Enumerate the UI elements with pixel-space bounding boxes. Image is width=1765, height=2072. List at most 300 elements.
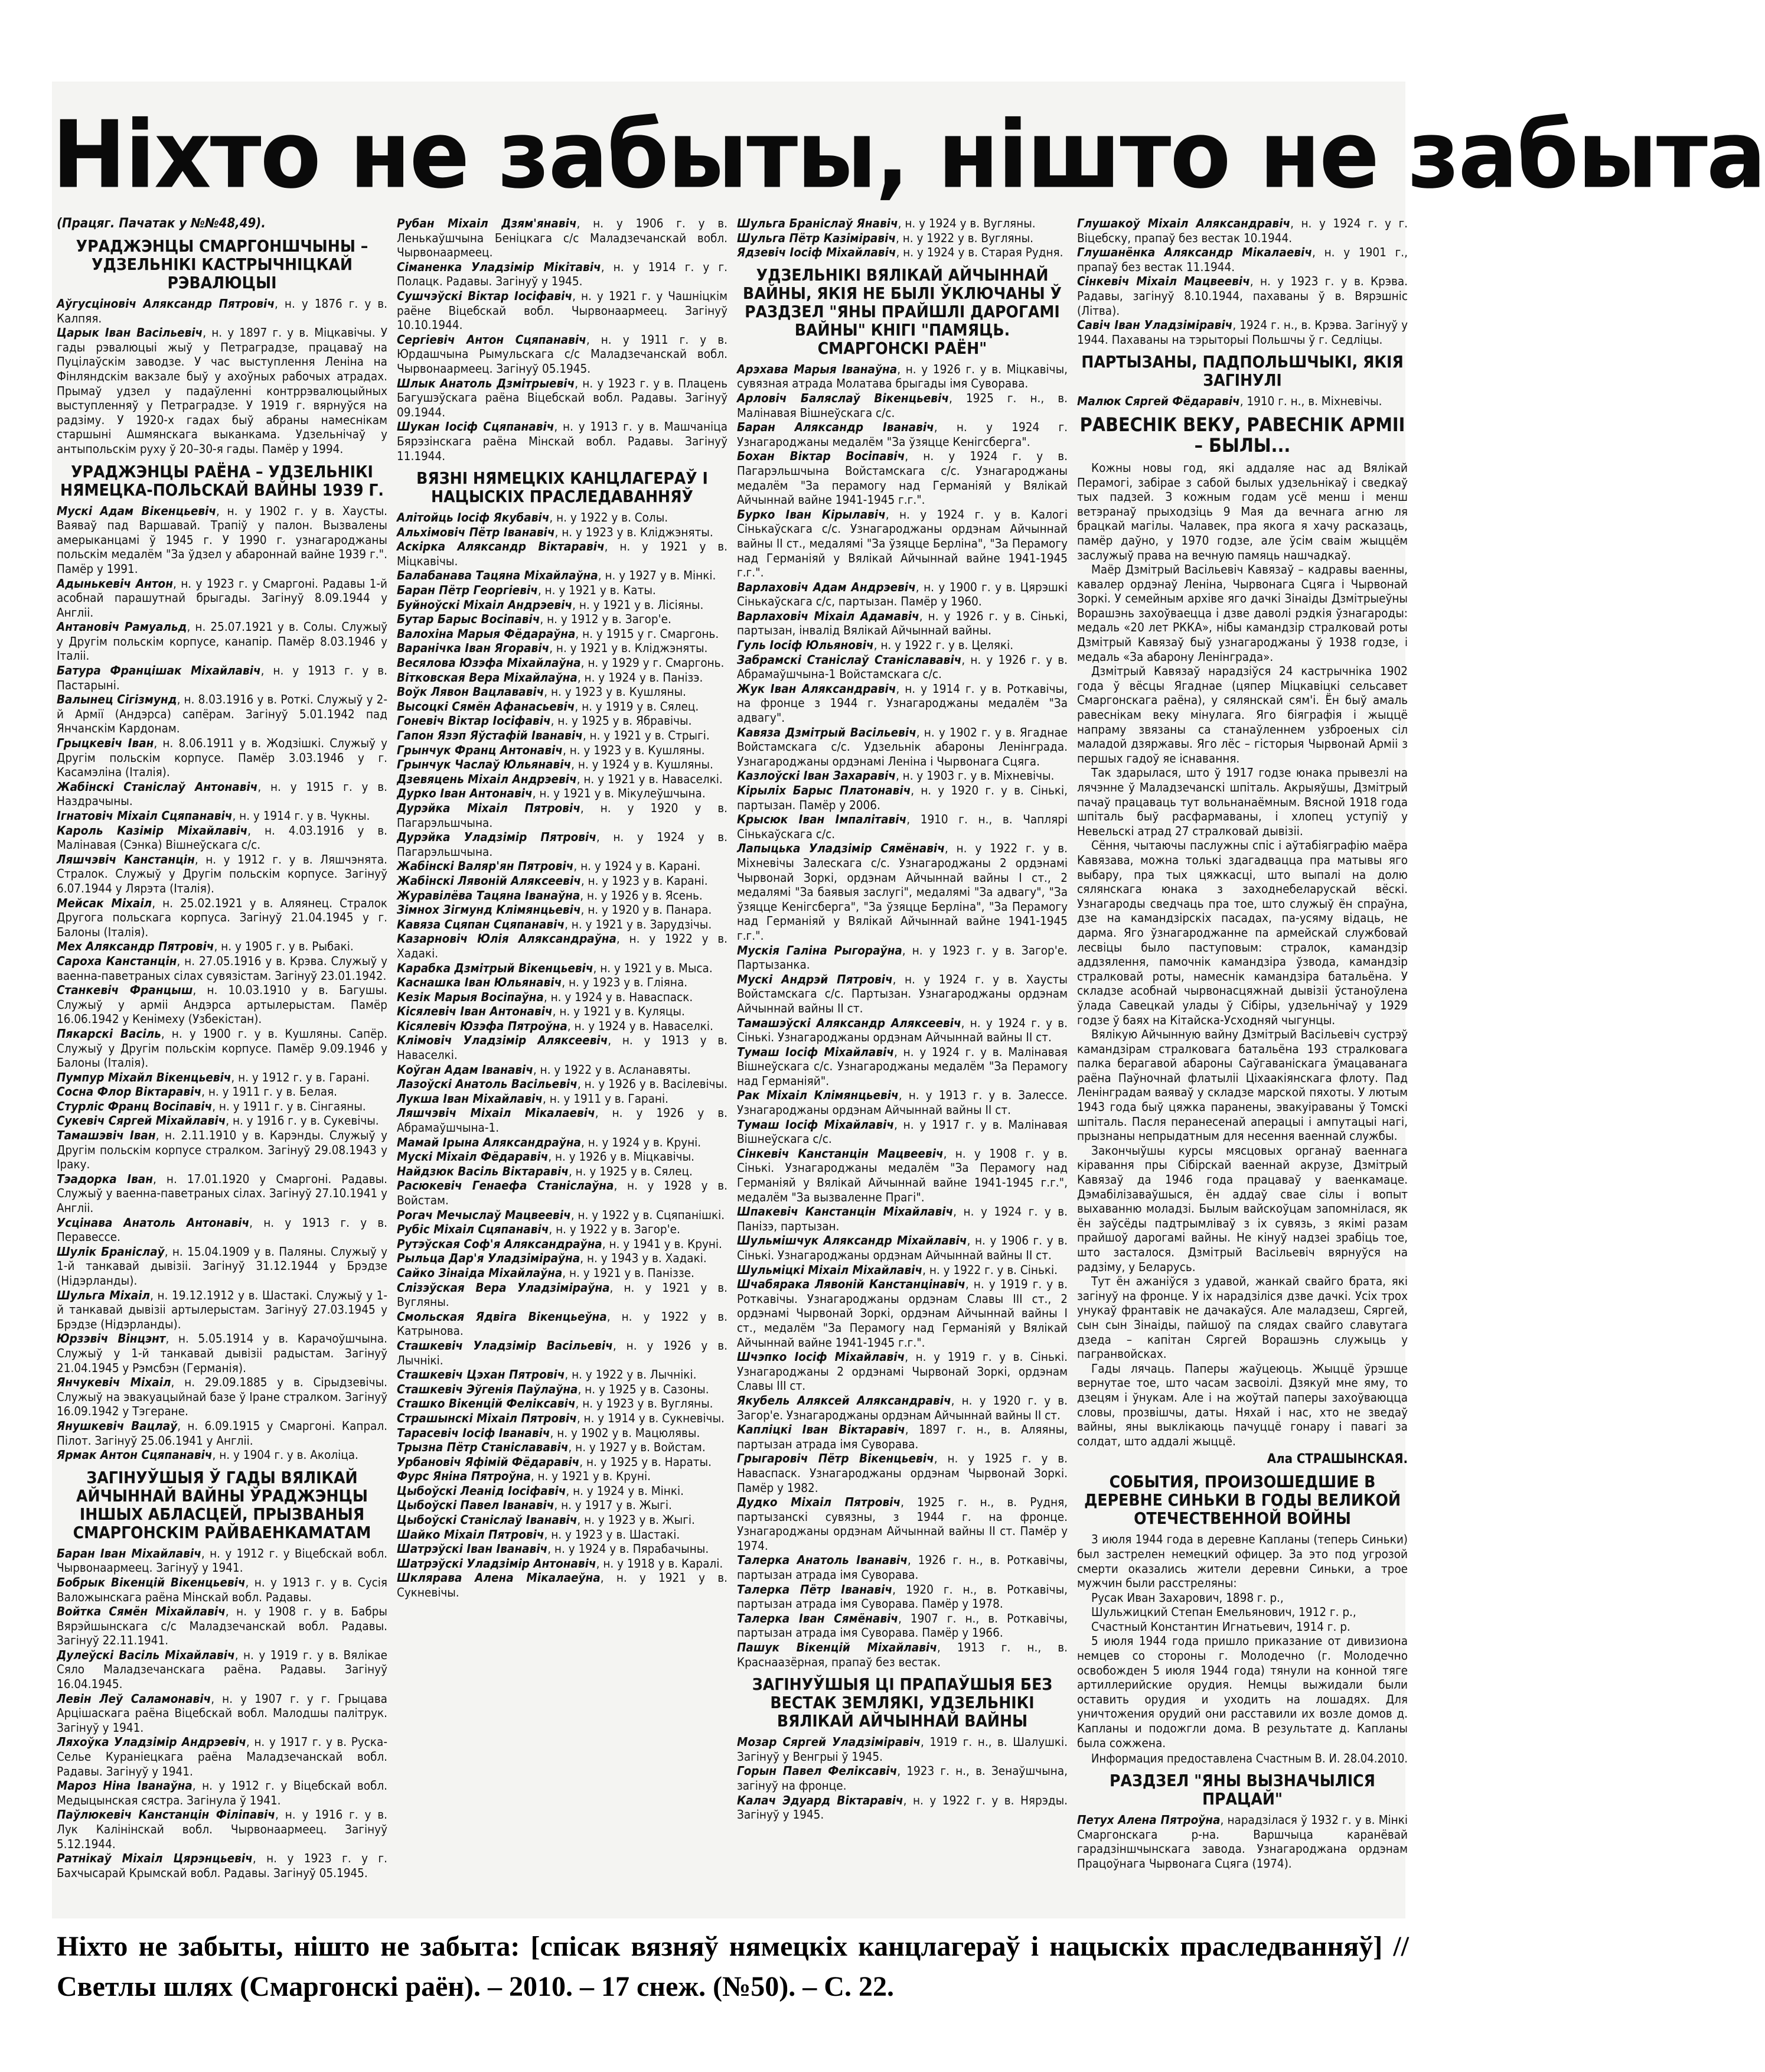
list-item: Жабінскі Станіслаў Антонавіч, н. у 1915 г. у в. Наздрачыны. — [57, 779, 387, 809]
person-name: Рогач Мечыслаў Мацвеевіч — [397, 1207, 571, 1222]
person-name: Тарасевіч Іосіф Іванавіч — [397, 1425, 550, 1440]
person-details: н. у 1876 г. у в. Калпяя. — [57, 297, 387, 325]
person-details: н. у 1921 г. у Чашніцкім раёне Віцебскай вобл. Чырвонаармеец. Загінуў 10.10.1944. — [397, 288, 727, 333]
list-item: Кароль Казімір Міхайлавіч, н. 4.03.1916 у в. Малінавая (Сэнка) Вішнеўскага с/с. — [57, 823, 388, 852]
person-name: Кавяза Сцяпан Сцяпанавіч — [397, 917, 565, 931]
person-name: Балабанава Тацяна Міхайлаўна — [397, 568, 598, 583]
person-name: Бутар Барыс Восіпавіч — [397, 612, 540, 627]
person-name: Горын Павел Феліксавіч — [737, 1764, 898, 1778]
person-details: н. у 1921 у в. Круні. — [537, 1469, 651, 1484]
paragraph: Тут ён ажаніўся з удавой, жанкай свайго брата, які загінуў на фронце. У іх нарадзіліся дзве дачкі. Усіх трох унукаў франтавік не дачакаўся. Але маладзеш, Сяргей, сын сын Зінаіды, пайшоў па слядах свайго славутага дзеда – капітан Сяргей Ворашэнь служыць у пагранвойсках. — [1077, 1274, 1408, 1361]
person-details: н. у 1912 г. у в. Ляшчэнята. Стралок. Служыў у Другім польскім корпусе. Загінуў 6.07.1944 у Лярэта (Італія). — [57, 852, 388, 895]
list-item: Петух Алена Пятроўна, нарадзілася ў 1932 г. у в. Мінкі Смаргонскага р-на. Варшчыца каранёвай гарадзіншчынскага завода. Узнагароджана ордэнам Працоўнага Чырвонага Сцяга (1974). — [1077, 1813, 1408, 1871]
person-name: Пумпур Міхайл Вікенцьевіч — [57, 1070, 231, 1084]
list-item: Цыбоўскі Станіслаў Іванавіч, н. у 1923 у в. Жыгі. — [397, 1513, 695, 1527]
person-name: Валохіна Марыя Фёдараўна — [397, 626, 576, 641]
list-item: Карабка Дзмітрый Вікенцьевіч, н. у 1921 у в. Мыса. — [397, 960, 713, 975]
person-name: Пашук Вікенцій Міхайлавіч — [737, 1640, 937, 1655]
person-name: Шклярава Алена Мікалаеўна — [397, 1571, 601, 1585]
person-name: Дурэйка Міхаіл Пятровіч — [397, 800, 580, 815]
list-item: Каснашка Іван Юльянавіч, н. у 1923 у в. Гліяна. — [397, 975, 688, 990]
column-4 — [1077, 216, 1408, 1911]
person-details: н. у 1912 у в. Загор'е. — [547, 612, 671, 627]
list-item: Лапыцька Уладзімір Сямёнавіч, н. у 1922 г. у в. Міхневічы Залескага с/с. Узнагароджаны 2 ордэнамі Чырвонай Зоркі, ордэнам Айчыннай вайны І ст., 2 медалямі "За баявыя заслугі", медалямі "За адвагу", "За ўзяцце Кенігсберга", "За ўзяцце Берліна", "За Перамогу над Германіяй у Вялікай Айчыннай вайне 1941-1945 г.г.". — [737, 841, 1068, 943]
person-details: н. у 1923 г. у Смаргоні. Радавы 1-й асобнай парашутнай брыгады. Загінуў 8.09.1944 у Англіі. — [57, 576, 387, 620]
person-details: н. у 1926 у в. Міцкавічы. — [554, 1149, 694, 1164]
person-name: Бохан Віктар Восіпавіч — [737, 449, 905, 464]
person-details: н. у 1913 г. у в. Пастарыні. — [57, 663, 387, 692]
section-title: ВЯЗНІ НЯМЕЦКІХ КАНЦЛАГЕРАЎ І НАЦЫСКІХ ПРАСЛЕДАВАННЯЎ — [416, 468, 708, 507]
person-details: н. у 1900 г. у в. Кушляны. Сапёр. Служыў у Другім польскім корпусе. Памёр 9.09.1946 у Балоны (Італія). — [57, 1026, 387, 1070]
person-name: Царык Іван Васільевіч — [57, 325, 203, 340]
list-item: Паўлюкевіч Канстанцін Філіпавіч, н. у 1916 г. у в. Лук Калінінскай вобл. Чырвонаармеец. Загінуў 5.12.1944. — [57, 1807, 388, 1851]
person-name: Усцінава Анатоль Антонавіч — [57, 1215, 250, 1230]
person-name: Сукевіч Сяргей Міхайлавіч — [57, 1113, 226, 1128]
person-details: 1913 г. н., в. Краснаазёрная, прапаў без вестак. — [737, 1640, 1068, 1669]
person-name: Капліцкі Іван Віктаравіч — [737, 1422, 905, 1437]
person-details: н. у 1913 г. у в. Залессе. Узнагароджаны ордэнам Айчыннай вайны ІІ ст. — [737, 1088, 1068, 1118]
person-name: Сергіевіч Антон Сцяпанавіч — [397, 332, 586, 347]
person-details: 1926 г. н., в. Роткавічы, партызан атрада імя Суворава. — [737, 1553, 1068, 1582]
list-item: Шульга Пётр Казіміравіч, н. у 1922 у в. Вугляны. — [737, 230, 1033, 245]
list-item: Валынец Сігізмунд, н. 8.03.1916 у в. Роткі. Служыў у 2-й Армії (Андэрса) сапёрам. Загінуў 5.01.1942 пад Янчанскім Кардонам. — [57, 692, 387, 736]
person-name: Ядзевіч Іосіф Міхайлавіч — [737, 245, 896, 260]
list-item: Сароха Канстанцін, н. 27.05.1916 у в. Крэва. Служыў у ваенна-паветраных сілах сувязістам. Загінуў 23.01.1942. — [57, 953, 388, 983]
person-details: н. у 1941 у в. Круні. — [609, 1236, 722, 1251]
list-item: Высоцкі Сямён Афанасьевіч, н. у 1919 у в. Сялец. — [397, 699, 699, 714]
person-details: н. у 1902 г. у в. Ягаднае Войстамскага с/с. Удзельнік абароны Ленінграда. Узнагароджаны ордэнамі Леніна і Чырвонага Сцяга. — [737, 725, 1068, 768]
person-name: Высоцкі Сямён Афанасьевіч — [397, 699, 575, 714]
list-item: Сергіевіч Антон Сцяпанавіч, н. у 1911 г. у в. Юрдашчына Рымульскага с/с Маладзечанскай вобл. Чырвонаармеец. Загінуў 05.1945. — [397, 332, 727, 376]
person-name: Грыгаровіч Пётр Вікенцьевіч — [737, 1451, 934, 1466]
person-details: н. у 1923 у в. Вугляны. — [582, 1396, 713, 1411]
list-item: Фурс Яніна Пятроўна, н. у 1921 у в. Круні. — [397, 1469, 651, 1484]
list-item: Грынчук Франц Антонавіч, н. у 1923 у в. Кушляны. — [397, 742, 705, 757]
person-details: н. 10.03.1910 у в. Багушы. Служыў у арміі Андэрса артылерыстам. Памёр 16.06.1942 у Кенімеху (Узбекістан). — [57, 983, 388, 1027]
list-item: Забрамскі Станіслаў Станіслававіч, н. у 1926 г. у в. Абрамаўшчына-1 Войстамскага с/с. — [737, 652, 1068, 682]
list-item: Кісялевіч Іван Антонавіч, н. у 1921 у в. Куляцы. — [397, 1004, 685, 1019]
list-item: Ляхоўка Уладзімір Андрэевіч, н. у 1917 г. у в. Руска-Селье Кураніецкага раёна Маладзечанскай вобл. Радавы. Загінуў у 1941. — [57, 1735, 388, 1778]
person-details: н. у 1902 у в. Мацюлявы. — [557, 1425, 700, 1440]
person-details: н. у 1911 г. у в. Белая. — [208, 1084, 337, 1099]
person-details: н. у 1925 г. у в. Наваспаск. Узнагароджаны ордэнам Чырвонай Зоркі. Памёр у 1982. — [737, 1451, 1068, 1495]
list-item: Мускі Міхаіл Фёдаравіч, н. у 1926 у в. Міцкавічы. — [397, 1149, 694, 1164]
person-details: н. у 1919 у в. Сялец. — [582, 699, 699, 714]
person-name: Сіманенка Уладзімір Мікітавіч — [397, 259, 601, 274]
person-name: Трызна Пётр Станіслававіч — [397, 1440, 569, 1455]
list-item: Грынчук Часлаў Юльянавіч, н. у 1924 у в. Кушляны. — [397, 757, 713, 772]
person-details: н. у 1911 г. у в. Юрдашчына Рымульскага с/с Маладзечанскай вобл. Чырвонаармеец. Загінуў 05.1945. — [397, 332, 727, 376]
person-details: н. у 1924 г. у в. Сінькі. Узнагароджаны ордэнам Айчыннай вайны ІІ ст. — [737, 1015, 1068, 1045]
person-details: н. у 1908 г. у в. Сінькі. Узнагароджаны медалём "За Перамогу над Германіяй у Вялікай Айчыннай вайне 1941-1945 г.г.", медалём "За вызваленне Прагі". — [737, 1146, 1068, 1204]
person-name: Сташкевіч Эўгенія Паўлаўна — [397, 1382, 578, 1396]
person-name: Кароль Казімір Міхайлавіч — [57, 823, 248, 838]
paragraph: Вялікую Айчынную вайну Дзмітрый Васільевіч сустрэў камандзірам стралковага батальёна 193 стралковага палка берагавой абароны Саўгаваніскага ўмацаванага раёна Паўночнай флатыліі Ціхаакіянскага флоту. Пад Ленінградам ваяваў у складзе марской пяхоты. У лютым 1943 года быў цяжка паранены, эвакуіраваны ў Томскі шпіталь. Пасля перанесенай аперацыі і ампутацыі нагі, прызнаны непрыдатным для несення ваеннай службы. — [1077, 1027, 1408, 1143]
list-item: Бохан Віктар Восіпавіч, н. у 1924 г. у в. Пагарэльшчына Войстамскага с/с. Узнагароджаны медалём "За перамогу над Германіяй у Вялікай Айчыннай вайне 1941-1945 г.г.". — [737, 449, 1068, 507]
list-item: Найдзюк Васіль Віктаравіч, н. у 1925 у в. Сялец. — [397, 1164, 693, 1178]
paragraph: Сёння, чытаючы паслужны спіс і аўтабіяграфію маёра Кавязава, можна толькі здагадвацца пра матывы яго выбару, пра тых цяжкасці, што выпалі на долю сялянскага юнака з заходнебеларускай вёскі. Узнагароды сведчаць пра тое, што служыў ён спраўна, дзе на камандзірскіх пасадах, па-усяму відаць, не дарма. Яго ўзнагароджанне па армейскай службовай лесвіцы было паступовым: стралок, камандзір аддзялення, памочнік камандзіра ўзвода, камандзір стралковай роты, намеснік камандзіра батальёна. У складзе асобнай чырвонасцяжнай дывізіі ўстаноўлена ўлада Савецкай улады ў Сібіры, удзельнічаў у 1929 годзе ў баях на Кітайска-Усходняй чыгунцы. — [1077, 838, 1408, 1027]
person-name: Арловіч Баляслаў Вікенцьевіч — [737, 390, 949, 405]
section-title: ПАРТЫЗАНЫ, ПАДПОЛЬШЧЫКІ, ЯКІЯ ЗАГІНУЛІ — [1081, 352, 1404, 390]
entry-list — [1077, 216, 1408, 347]
list-item: Глушакоў Міхаіл Аляксандравіч, н. у 1924 г. у г. Віцебску, прапаў без вестак 10.1944. — [1077, 216, 1408, 245]
person-details: н. у 1917 г. у в. Руска-Селье Кураніецкага раёна Маладзечанскай вобл. Радавы. Загінуў у 1941. — [57, 1735, 388, 1778]
person-name: Талерка Пётр Іванавіч — [737, 1582, 893, 1597]
entry-list — [737, 216, 1068, 260]
person-details: н. у 1921 у в. Мыса. — [600, 960, 713, 975]
person-name: Шульга Пётр Казіміравіч — [737, 230, 896, 245]
person-details: н. у 1919 г. у в. Роткавічы. Узнагароджаны ордэнам Славы ІІІ ст., 2 ордэнамі Чырвонай Зоркі, ордэнам Айчыннай вайны І ст., медалём "За Перамогу над Германіяй у Вялікай Айчыннай вайне 1941-1945 г.г.". — [737, 1277, 1068, 1350]
person-name: Юрзэвіч Вінцэнт — [57, 1331, 166, 1346]
person-name: Шулік Браніслаў — [57, 1244, 165, 1259]
person-name: Кісялевіч Юзэфа Пятроўна — [397, 1018, 567, 1033]
person-details: н. у 1924 у в. Наваспаск. — [550, 989, 693, 1004]
continuation-note: (Працяг. Пачатак у №№48,49). — [57, 216, 266, 231]
person-name: Воўк Лявон Вацлававіч — [397, 685, 544, 699]
person-name: Мех Аляксандр Пятровіч — [57, 939, 214, 954]
person-details: н. 8.03.1916 у в. Роткі. Служыў у 2-й Армії (Андэрса) сапёрам. Загінуў 5.01.1942 пад Янчанскім Кардонам. — [57, 692, 387, 736]
list-item: Ігнатовіч Міхаіл Сцяпанавіч, н. у 1914 г. у в. Чукны. — [57, 809, 370, 823]
person-details: н. у 1923 г. у г. Бахчысарай Крымскай вобл. Радавы. Загінуў 05.1945. — [57, 1851, 387, 1880]
person-name: Страшынскі Міхаіл Пятровіч — [397, 1410, 577, 1425]
paragraph: Дзмітрый Кавязаў нарадзіўся 24 кастрычніка 1902 года ў вёсцы Ягаднае (цяпер Міцкавіцкі сельсавет Смаргонскага раёна), у сялянскай сям'і. Ён быў амаль равеснікам веку мінулага. Яго біяграфія і жыццё напраму звязаны са станаўленнем узброеных сіл маладой дзяржавы. Яго лёс – гісторыя Чырвонай Арміі з першых гадоў яе існавання. — [1077, 664, 1408, 765]
person-details: 1923 г. н., в. Зенаўшчына, загінуў на фронце. — [737, 1764, 1068, 1793]
list-item: Воўк Лявон Вацлававіч, н. у 1923 у в. Кушляны. — [397, 685, 686, 699]
list-item: Рутэўская Соф'я Аляксандраўна, н. у 1941 у в. Круні. — [397, 1236, 722, 1251]
person-name: Сосна Флор Віктаравіч — [57, 1084, 202, 1099]
paragraph: Так здарылася, што ў 1917 годзе юнака прывезлі на лячэнне ў Маладзечанскі шпіталь. Акрыяўшы, Дзмітрый пачаў працаваць тут вольнанаёмным. Вясной 1918 года шпіталь быў расфармаваны, і хлопец уступіў у Невельскі атрад 27 стралковай дывізіі. — [1077, 765, 1408, 838]
person-name: Глушакоў Міхаіл Аляксандравіч — [1077, 216, 1291, 230]
person-name: Карабка Дзмітрый Вікенцьевіч — [397, 960, 593, 975]
person-name: Варанічка Іван Ягоравіч — [397, 641, 550, 656]
person-details: н. у 1922 г. у в. Целякі. — [880, 638, 1014, 653]
person-name: Баран Аляксандр Іванавіч — [737, 420, 934, 435]
person-details: н. у 1917 г. у в. Малінавая Вішнеўскага с/с. — [737, 1117, 1068, 1146]
paragraph: Шульжицкий Степан Емельянович, 1912 г. р., — [1091, 1605, 1356, 1620]
person-details: н. у 1924 г. у в. Панізэ, партызан. — [737, 1204, 1068, 1233]
list-item: Шульміцкі Міхаіл Міхайлавіч, н. у 1922 г. у в. Сінькі. — [737, 1262, 1058, 1277]
list-item: Варанічка Іван Ягоравіч, н. у 1921 у в. Кліджэняты. — [397, 641, 708, 656]
person-name: Дурэйка Уладзімір Пятровіч — [397, 830, 596, 845]
person-details: н. у 1919 г. у в. Вялікае Сяло Маладзечанскага раёна. Радавы. Загінуў 16.04.1945. — [57, 1647, 387, 1692]
person-name: Дудко Міхаіл Пятровіч — [737, 1495, 901, 1510]
person-details: н. у 1917 у в. Жыгі. — [561, 1498, 672, 1513]
person-details: н. у 1922 г. у в. Нярэды. Загінуў у 1945. — [737, 1793, 1068, 1822]
list-item: Левін Леў Саламонавіч, н. у 1907 г. у г. Грыцава Арцішаскага раёна Віцебскай вобл. Малодшы палітрук. Загінуў у 1941. — [57, 1691, 387, 1735]
person-details: н. у 1921 у в. Сукневічы. — [397, 1571, 727, 1600]
person-details: 1924 г. н., в. Крэва. Загінуў у 1944. Пахаваны на тэрыторыі Польшчы ў г. Седліцы. — [1077, 318, 1408, 347]
list-item: Дурко Іван Антонавіч, н. у 1921 у в. Мікулеўшчына. — [397, 786, 706, 801]
list-item: Мейсак Міхаіл, н. 25.02.1921 у в. Аляянец. Стралок Другога польскага корпуса. Загінуў 21.04.1945 у г. Балоны (Італія). — [57, 895, 387, 939]
person-name: Шлык Анатоль Дзмітрыевіч — [397, 376, 575, 390]
person-details: н. 6.09.1915 у Смаргоні. Капрал. Пілот. Загінуў 25.06.1941 у Англіі. — [57, 1418, 387, 1448]
person-details: н. у 1907 г. у г. Грыцава Арцішаскага раёна Віцебскай вобл. Малодшы палітрук. Загінуў у 1941. — [57, 1691, 387, 1735]
list-item: Шайко Міхаіл Пятровіч, н. у 1923 у в. Шастакі. — [397, 1527, 680, 1542]
person-name: Глушанёнка Аляксандр Мікалаевіч — [1077, 245, 1313, 260]
list-item: Шульмішчук Аляксандр Міхайлавіч, н. у 1906 г. у в. Сінькі. Узнагароджаны ордэнам Айчыннай вайны ІІ ст. — [737, 1233, 1068, 1262]
paragraph: 5 июля 1944 года пришло приказание от дивизиона немцев со стороны г. Молодечно (г. Молодечно освобожден 5 июля 1944 года) тянули на конной тяге артиллерийские орудия. Немцы выжидали были оставить орудия и уходить на лошадях. Для уничтожения орудий они расставили их возле домов д. Капланы и подожгли дома. В результате д. Капланы была сожжена. — [1077, 1634, 1408, 1750]
person-details: н. у 1921 у в. Міцкавічы. — [397, 539, 727, 568]
person-details: н. у 1922 г. у в. Сінькі. — [929, 1262, 1058, 1277]
person-name: Антановіч Рамуальд — [57, 620, 187, 634]
list-item: Янчукевіч Міхаіл, н. 29.09.1885 у в. Сірыдзевічы. Служыў на эвакуацыйнай базе ў Іране стралком. Загінуў 16.09.1942 у Тэгеране. — [57, 1375, 387, 1419]
person-name: Урбановіч Яфімій Фёдаравіч — [397, 1454, 580, 1469]
person-details: н. у 1921 у в. Вугляны. — [397, 1280, 727, 1309]
person-name: Янчукевіч Міхаіл — [57, 1375, 171, 1390]
list-item: Малюк Сяргей Фёдаравіч, 1910 г. н., в. Міхневічы. — [1077, 394, 1382, 409]
person-details: н. у 1924 г. у в. Пагарэльшчына Войстамскага с/с. Узнагароджаны медалём "За перамогу над Германіяй у Вялікай Айчыннай вайне 1941-1945 г.г.". — [737, 449, 1068, 507]
list-item: Коўган Адам Іванавіч, н. у 1922 у в. Асланавяты. — [397, 1062, 691, 1077]
person-details: н. у 1922 у в. Сцяпанішкі. — [578, 1207, 725, 1222]
paragraph: 3 июля 1944 года в деревне Капланы (теперь Синьки) был застрелен немецкий офицер. За это под угрозой смерти оказались жители деревни Синьки, а трое мужчин были расстреляны: — [1077, 1532, 1408, 1591]
person-details: н. у 1920 г. у в. Загор'е. Узнагароджаны ордэнам Айчыннай вайны ІІ ст. — [737, 1393, 1068, 1422]
person-details: н. у 1923 у в. Карані. — [588, 873, 708, 888]
person-name: Жабінскі Станіслаў Антонавіч — [57, 779, 258, 794]
person-name: Гапон Язэп Яўстафій Іванавіч — [397, 728, 583, 742]
person-details: 1897 г. н., в. Аляяны, партызан атрада імя Суворава. — [737, 1422, 1068, 1451]
paragraph: Закончыўшы курсы мясцовых органаў ваеннага кіравання пры Сібірскай ваеннай акрузе, Дзмітрый Кавязаў да 1946 года працаваў у ваенкамаце. Дэмабілізаваўшыся, ён аддаў свае сілы і вопыт выхаванню моладзі. Былым вайскоўцам запомнілася, як ён заўсёды падтрымліваў з іх сувязь, з якімі разам прайшоў дарогамі вайны. Не кінуў надзеі зрабіць тое, што засталося. Дзмітрый Васільевіч вярнуўся на радзіму, у Беларусь. — [1077, 1143, 1408, 1274]
person-details: н. у 1922 у в. Хадакі. — [397, 931, 727, 960]
list-item: Вітковская Вера Міхайлаўна, н. у 1924 у в. Панізэ. — [397, 670, 703, 685]
person-name: Шульміцкі Міхаіл Міхайлавіч — [737, 1262, 923, 1277]
person-details: н. 17.01.1920 у Смаргоні. Радавы. Служыў у ваенна-паветраных сілах. Загінуў 27.10.1941 у Англіі. — [57, 1171, 387, 1216]
list-item: Дудко Міхаіл Пятровіч, 1925 г. н., в. Рудня, партызанскі сувязны, з 1944 г. на фронце. Узнагароджаны ордэнам Айчыннай вайны ІІ ст. Памёр у 1974. — [737, 1495, 1068, 1553]
article-title: РАВЕСНІК ВЕКУ, РАВЕСНІК АРМІІ – БЫЛЫ... — [1079, 413, 1405, 457]
person-details: н. у 1904 г. у в. Аколіца. — [219, 1448, 358, 1462]
person-name: Кавяза Дзмітрый Васільевіч — [737, 725, 916, 739]
list-item: Балабанава Тацяна Міхайлаўна, н. у 1927 у в. Мінкі. — [397, 568, 716, 583]
person-details: н. у 1901 г., прапаў без вестак 11.1944. — [1077, 245, 1408, 274]
person-details: 1907 г. н., в. Роткавічы, партызан атрада імя Суворава. Памёр у 1966. — [737, 1611, 1068, 1640]
entry-list — [397, 216, 727, 463]
person-details: н. у 1914 у в. Сукневічы. — [583, 1410, 725, 1425]
person-details: н. у 1913 у в. Наваселкі. — [397, 1033, 728, 1063]
person-details: н. у 1924 г. Узнагароджаны медалём "За ўзяцце Кенігсберга". — [737, 420, 1068, 449]
person-details: н. у 1924 г. у в. Малінавая Вішнеўскага с/с. Узнагароджаны медалём "За Перамогу над Германіяй". — [737, 1044, 1068, 1088]
person-name: Казарновіч Юлія Аляксандраўна — [397, 931, 616, 946]
list-item: Жабінскі Валяр'ян Пятровіч, н. у 1924 у в. Карані. — [397, 859, 701, 874]
list-item: Сайко Зінаіда Міхайлаўна, н. у 1921 у в. Паніззе. — [397, 1265, 694, 1280]
list-item: Трызна Пётр Станіслававіч, н. у 1927 у в. Войстам. — [397, 1440, 706, 1455]
list-item: Шульга Міхаіл, н. 19.12.1912 у в. Шастакі. Служыў у 1-й танкавай дывізіі артылерыстам. Загінуў 27.03.1945 у Брэдзе (Нідэрланды). — [57, 1288, 387, 1331]
person-details: н. у 1926 г. у в. Сінькі, партызан, інвалід Вялікай Айчыннай вайны. — [737, 608, 1068, 638]
section-title: УДЗЕЛЬНІКІ ВЯЛІКАЙ АЙЧЫННАЙ ВАЙНЫ, ЯКІЯ НЕ БЫЛІ ЎКЛЮЧАНЫ Ў РАЗДЗЕЛ "ЯНЫ ПРАЙШЛІ ДАРОГАМІ ВАЙНЫ" КНІГІ "ПАМЯЦЬ. СМАРГОНСКІ РАЁН" — [743, 265, 1062, 358]
person-name: Сташко Вікенцій Феліксавіч — [397, 1396, 576, 1411]
person-details: н. у 1916 г. у в. Сукевічы. — [232, 1113, 379, 1128]
list-item: Мускі Адам Вікенцьевіч, н. у 1902 г. у в. Хаусты. Ваяваў пад Варшавай. Трапіў у палон. Вызвалены амерыканцамі ў 1945 г. У 1990 г. узнагароджаны польскім медалём "За ўдзел у абароннай вайне 1939 г.". Памёр у 1991. — [57, 503, 388, 576]
person-details: н. у 1924 у в. Мінкі. — [573, 1483, 684, 1498]
person-details: н. у 1897 г. у в. Міцкавічы. У гады рэвалюцыі жыў у Петраградзе, працаваў на Пуцілаўскім заводзе. У час выступлення Леніна на Фінляндскім вакзале быў у ахоўных рабочых атрадах. Прымаў удзел у падаўленні контррэвалюцыйных выступленняў у Петраградзе. У 1919 г. вярнуўся на радзіму. У 1920-х гадах быў абраны намеснікам старшыні Ашмянскага выканкама. Удзельнічаў у антыпольскім руху ў 20–30-я гады. Памёр у 1994. — [57, 325, 387, 456]
person-details: н. у 1925 у в. Ябравічы. — [557, 714, 692, 728]
paragraph: Маёр Дзмітрый Васільевіч Кавязаў – кадравы ваенны, кавалер ордэнаў Леніна, Чырвонага Сцяга і Чырвонай Зоркі. У семейным архіве яго дачкі Зінаіды Дзмітрыеўны Ворашэнь захоўваецца і дзве даволі рэдкія ўзнагароды: медаль «20 лет РККА», нібы камандзір стралковай роты Дзмітрый Кавязаў быў узнагароджаны ў 1938 годзе, і медаль «За абарону Ленінграда». — [1077, 562, 1408, 664]
person-name: Дурко Іван Антонавіч — [397, 786, 533, 801]
list-item: Сташко Вікенцій Феліксавіч, н. у 1923 у в. Вугляны. — [397, 1396, 713, 1411]
person-details: н. 27.05.1916 у в. Крэва. Служыў у ваенна-паветраных сілах сувязістам. Загінуў 23.01.1942. — [57, 953, 388, 983]
person-name: Жук Іван Аляксандравіч — [737, 681, 896, 696]
person-details: н. у 1924 у в. Пярабачыны. — [554, 1542, 709, 1556]
list-item: Шукан Іосіф Сцяпанавіч, н. у 1913 г. у в. Машчаніца Бярэзінскага раёна Мінскай вобл. Радавы. Загінуў 11.1944. — [397, 419, 728, 463]
list-item: Крысюк Іван Імпалітавіч, 1910 г. н., в. Чаплярі Сінькаўскага с/с. — [737, 812, 1068, 841]
list-item: Рак Міхаіл Клімянцьевіч, н. у 1913 г. у в. Залессе. Узнагароджаны ордэнам Айчыннай вайны ІІ ст. — [737, 1088, 1068, 1118]
list-item: Стурліс Франц Восіпавіч, н. у 1911 г. у в. Сінгаяны. — [57, 1099, 366, 1113]
person-name: Ляшчэвіч Канстанцін — [57, 852, 195, 866]
person-details: н. у 1929 у г. Смаргонь. — [588, 656, 725, 670]
person-details: н. у 1925 у в. Сялец. — [575, 1164, 693, 1178]
person-name: Шатрэўскі Іван Іванавіч — [397, 1542, 548, 1556]
column-3 — [737, 216, 1068, 1911]
bibliographic-caption: Ніхто не забыты, нішто не забыта: [спісак вязняў нямецкіх канцлагераў і нацыскіх праследванняў] // Светлы шлях (Смаргонскі раён). – 2010. – 17 снеж. (№50). – С. 22. — [57, 1931, 1409, 2002]
person-name: Бобрык Вікенцій Вікенцьевіч — [57, 1575, 246, 1589]
person-name: Шульга Браніслаў Янавіч — [737, 216, 898, 230]
person-name: Слізэўская Вера Уладзіміраўна — [397, 1280, 610, 1295]
person-name: Бурко Іван Кірылавіч — [737, 507, 886, 522]
list-item: Шпакевіч Канстанцін Міхайлавіч, н. у 1924 г. у в. Панізэ, партызан. — [737, 1204, 1068, 1233]
entry-list — [1077, 394, 1408, 409]
person-details: н. у 1926 г. у в. Міцкавічы, сувязная атрада Молатава брыгады імя Суворава. — [737, 361, 1068, 391]
article-title: СОБЫТИЯ, ПРОИЗОШЕДШИЕ В ДЕРЕВНЕ СИНЬКИ В ГОДЫ ВЕЛИКОЙ ОТЕЧЕСТВЕННОЙ ВОЙНЫ — [1084, 1472, 1401, 1529]
person-name: Мускі Андрэй Пятровіч — [737, 972, 893, 986]
list-item: Кірыліх Барыс Платонавіч, н. у 1920 г. у в. Сінькі, партызан. Памёр у 2006. — [737, 783, 1068, 812]
person-name: Янушкевіч Вацлаў — [57, 1418, 178, 1433]
list-item: Дзевяцень Міхаіл Андрэевіч, н. у 1921 у в. Наваселкі. — [397, 771, 723, 786]
person-name: Альхімовіч Пётр Іванавіч — [397, 524, 555, 539]
column-2 — [397, 216, 727, 1911]
person-details: н. у 1924 г. у г. Віцебску, прапаў без вестак 10.1944. — [1077, 216, 1408, 245]
person-details: н. 19.12.1912 у в. Шастакі. Служыў у 1-й танкавай дывізіі артылерыстам. Загінуў 27.03.1945 у Брэдзе (Нідэрланды). — [57, 1288, 387, 1331]
person-name: Гуль Іосіф Юльяновіч — [737, 638, 874, 653]
person-name: Талерка Анатоль Іванавіч — [737, 1553, 908, 1568]
paragraph: Кожны новы год, які аддаляе нас ад Вялікай Перамогі, забірае з сабой былых удзельнікаў і сведкаў тых падзей. З кожным годам усё менш і менш ветэранаў прыходзіць 9 Мая да вечнага агню ля брацкай магілы. Чалавек, пра якога я хачу расказаць, памёр даўно, у 1970 годзе, але ўсім сваім жыццём заслужыў права на вечную памяць нашчадкаў. — [1077, 460, 1408, 562]
list-item: Ярмак Антон Сцяпанавіч, н. у 1904 г. у в. Аколіца. — [57, 1448, 358, 1462]
list-item: Сінкевіч Міхаіл Мацвеевіч, н. у 1923 г. у в. Крэва. Радавы, загінуў 8.10.1944, пахаваны ў в. Вярэшніс (Літва). — [1077, 274, 1408, 318]
list-item: Сукевіч Сяргей Міхайлавіч, н. у 1916 г. у в. Сукевічы. — [57, 1113, 379, 1128]
entry-list — [737, 362, 1068, 1669]
person-name: Сташкевіч Уладзімір Васільевіч — [397, 1338, 613, 1353]
person-details: н. 2.11.1910 у в. Карэнды. Служыў у Другім польскім корпусе стралком. Загінуў 29.08.1943 у Іраку. — [57, 1128, 387, 1172]
person-name: Найдзюк Васіль Віктаравіч — [397, 1164, 569, 1178]
list-item: Калач Эдуард Віктаравіч, н. у 1922 г. у в. Нярэды. Загінуў у 1945. — [737, 1793, 1068, 1822]
person-name: Сушчэўскі Віктар Іосіфавіч — [397, 288, 573, 303]
list-item: Клімовіч Уладзімір Аляксеевіч, н. у 1913 у в. Наваселкі. — [397, 1033, 728, 1063]
person-name: Шчабярака Лявоній Канстанцінавіч — [737, 1277, 965, 1292]
person-name: Пякарскі Васіль — [57, 1026, 161, 1041]
person-name: Мускія Галіна Рыгораўна — [737, 943, 902, 957]
person-details: н. 25.02.1921 у в. Аляянец. Стралок Другога польскага корпуса. Загінуў 21.04.1945 у г. Балоны (Італія). — [57, 895, 387, 939]
list-item: Талерка Пётр Іванавіч, 1920 г. н., в. Роткавічы, партызан атрада імя Суворава. Памёр у 1978. — [737, 1582, 1068, 1611]
person-name: Буйноўскі Міхаіл Андрэевіч — [397, 597, 573, 612]
list-item: Ратнікаў Міхаіл Цярэнцьевіч, н. у 1923 г. у г. Бахчысарай Крымскай вобл. Радавы. Загінуў 05.1945. — [57, 1851, 387, 1880]
list-item: Кісялевіч Юзэфа Пятроўна, н. у 1924 у в. Наваселкі. — [397, 1018, 713, 1033]
person-name: Рыльца Дар'я Уладзіміраўна — [397, 1251, 580, 1266]
list-item: Мускі Андрэй Пятровіч, н. у 1924 г. у в. Хаусты Войстамскага с/с. Партызан. Узнагароджаны ордэнам Айчыннай вайны ІІ ст. — [737, 972, 1068, 1015]
list-item: Адынькевіч Антон, н. у 1923 г. у Смаргоні. Радавы 1-й асобнай парашутнай брыгады. Загінуў 8.09.1944 у Англіі. — [57, 576, 387, 620]
entry-list — [57, 1546, 387, 1881]
list-item: Жук Іван Аляксандравіч, н. у 1914 г. у в. Роткавічы, на фронце з 1944 г. Узнагароджаны медалём "За адвагу". — [737, 681, 1068, 725]
person-name: Лукша Іван Міхайлавіч — [397, 1091, 543, 1106]
person-name: Тумаш Іосіф Міхайлавіч — [737, 1044, 894, 1059]
column-1 — [57, 216, 387, 1911]
list-item: Сосна Флор Віктаравіч, н. у 1911 г. у в. Белая. — [57, 1084, 337, 1099]
person-name: Мейсак Міхаіл — [57, 895, 152, 910]
list-item: Ляшчэвіч Канстанцін, н. у 1912 г. у в. Ляшчэнята. Стралок. Служыў у Другім польскім корпусе. Загінуў 6.07.1944 у Лярэта (Італія). — [57, 852, 388, 895]
person-name: Смольская Ядвіга Вікенцьеўна — [397, 1309, 607, 1324]
person-name: Калач Эдуард Віктаравіч — [737, 1793, 903, 1807]
person-name: Фурс Яніна Пятроўна — [397, 1469, 531, 1484]
person-details: н. у 1920 г. у в. Сінькі, партызан. Памёр у 2006. — [737, 783, 1068, 812]
list-item: Юрзэвіч Вінцэнт, н. 5.05.1914 у в. Карачоўшчына. Служыў у 1-й танкавай дывізіі радыстам. Загінуў 21.04.1945 у Рэмсбэн (Германія). — [57, 1331, 387, 1375]
entry-list — [1077, 1813, 1408, 1871]
list-item: Ядзевіч Іосіф Міхайлавіч, н. у 1924 у в. Старая Рудня. — [737, 245, 1063, 260]
person-name: Ляшчэвіч Міхаіл Мікалаевіч — [397, 1106, 595, 1120]
person-name: Тэадорка Іван — [57, 1171, 153, 1186]
person-details: н. у 1923 у в. Гліяна. — [568, 975, 688, 990]
person-name: Ярмак Антон Сцяпанавіч — [57, 1448, 213, 1462]
person-details: н. у 1924 у в. Круні. — [588, 1135, 702, 1149]
person-name: Цыбоўскі Леанід Іосіфавіч — [397, 1483, 566, 1498]
person-details: н. у 1924 у в. Пагарэльшчына. — [397, 830, 727, 859]
person-name: Каснашка Іван Юльянавіч — [397, 975, 562, 990]
list-item: Лазоўскі Анатоль Васільевіч, н. у 1926 у в. Васілевічы. — [397, 1077, 727, 1092]
list-item: Пумпур Міхайл Вікенцьевіч, н. у 1912 г. у в. Гарані. — [57, 1070, 370, 1084]
list-item: Янушкевіч Вацлаў, н. 6.09.1915 у Смаргоні. Капрал. Пілот. Загінуў 25.06.1941 у Англіі. — [57, 1418, 387, 1448]
list-item: Гапон Язэп Яўстафій Іванавіч, н. у 1921 у в. Стрыгі. — [397, 728, 710, 742]
person-name: Жабінскі Валяр'ян Пятровіч — [397, 859, 574, 874]
person-details: н. у 1906 г. у в. Сінькі. Узнагароджаны ордэнам Айчыннай вайны ІІ ст. — [737, 1233, 1068, 1262]
list-item: Баран Іван Міхайлавіч, н. у 1912 г. у Віцебскай вобл. Чырвонаармеец. Загінуў у 1941. — [57, 1546, 388, 1575]
list-item: Гуль Іосіф Юльяновіч, н. у 1922 г. у в. Целякі. — [737, 638, 1014, 653]
person-name: Журавілёва Тацяна Іванаўна — [397, 888, 580, 903]
list-item: Мозар Сяргей Уладзіміравіч, 1919 г. н., в. Шалушкі. Загінуў у Венгрыі ў 1945. — [737, 1735, 1068, 1764]
person-name: Цыбоўскі Станіслаў Іванавіч — [397, 1513, 578, 1527]
person-name: Стурліс Франц Восіпавіч — [57, 1099, 213, 1113]
person-details: н. у 1923 у в. Кушляны. — [569, 742, 705, 757]
person-details: н. у 1926 г. у в. Абрамаўшчына-1 Войстамскага с/с. — [737, 652, 1068, 682]
list-item: Тамашэвіч Іван, н. 2.11.1910 у в. Карэнды. Служыў у Другім польскім корпусе стралком. Загінуў 29.08.1943 у Іраку. — [57, 1128, 387, 1172]
person-details: н. у 1923 у в. Кліджэняты. — [562, 524, 713, 539]
person-name: Грынчук Часлаў Юльянавіч — [397, 757, 572, 772]
masthead-title: Ніхто не забыты, нішто не забыта — [52, 101, 1765, 210]
person-details: н. у 1916 г. у в. Лук Калінінскай вобл. Чырвонаармеец. Загінуў 5.12.1944. — [57, 1807, 388, 1851]
list-item: Пашук Вікенцій Міхайлавіч, 1913 г. н., в. Краснаазёрная, прапаў без вестак. — [737, 1640, 1068, 1669]
person-details: н. у 1914 г. у г. Полацк. Радавы. Загінуў у 1945. — [397, 259, 727, 289]
person-details: н. у 1926 у в. Васілевічы. — [584, 1077, 727, 1092]
list-item: Лукша Іван Міхайлавіч, н. у 1911 у в. Гарані. — [397, 1091, 668, 1106]
list-item: Кезік Марыя Восіпаўна, н. у 1924 у в. Наваспаск. — [397, 989, 693, 1004]
person-details: 1925 г. н., в. Малінавая Вішнеўскага с/с. — [737, 390, 1068, 420]
person-name: Ляхоўка Уладзімір Андрэевіч — [57, 1735, 246, 1750]
person-name: Цыбоўскі Павел Іванавіч — [397, 1498, 554, 1513]
person-details: н. у 1925 у в. Сазоны. — [585, 1382, 709, 1396]
list-item: Шчэпко Іосіф Міхайлавіч, н. у 1919 г. у в. Сінькі. Узнагароджаны 2 ордэнамі Чырвонай Зоркі, ордэнам Славы ІІІ ст. — [737, 1350, 1068, 1393]
person-details: н. у 1924 у в. Старая Рудня. — [903, 245, 1063, 260]
newspaper-scan — [52, 82, 1765, 1918]
person-name: Баран Пётр Георгіевіч — [397, 583, 538, 598]
person-name: Весялова Юзэфа Міхайлаўна — [397, 656, 581, 670]
person-details: н. у 1924 у в. Панізэ. — [584, 670, 703, 685]
person-name: Лапыцька Уладзімір Сямёнавіч — [737, 841, 945, 856]
list-item: Тумаш Іосіф Міхайлавіч, н. у 1917 г. у в. Малінавая Вішнеўскага с/с. — [737, 1117, 1068, 1146]
person-name: Тамашэвіч Іван — [57, 1128, 156, 1143]
list-item: Савіч Іван Уладзіміравіч, 1924 г. н., в. Крэва. Загінуў у 1944. Пахаваны на тэрыторыі Польшчы ў г. Седліцы. — [1077, 318, 1408, 347]
list-item: Шульга Браніслаў Янавіч, н. у 1924 у в. Вугляны. — [737, 216, 1036, 230]
list-item: Шлык Анатоль Дзмітрыевіч, н. у 1923 г. у в. Плацень Багушэўскага раёна Віцебскай вобл. Радавы. Загінуў 09.1944. — [397, 376, 728, 419]
person-name: Шпакевіч Канстанцін Міхайлавіч — [737, 1204, 954, 1219]
list-item: Капліцкі Іван Віктаравіч, 1897 г. н., в. Аляяны, партызан атрада імя Суворава. — [737, 1422, 1068, 1451]
person-name: Малюк Сяргей Фёдаравіч — [1077, 394, 1240, 409]
person-details: н. у 1913 г. у в. Машчаніца Бярэзінскага раёна Мінскай вобл. Радавы. Загінуў 11.1944. — [397, 419, 728, 463]
person-details: н. у 1921 у в. Лісіяны. — [579, 597, 704, 612]
person-name: Рубіс Міхаіл Сцяпанавіч — [397, 1222, 549, 1237]
